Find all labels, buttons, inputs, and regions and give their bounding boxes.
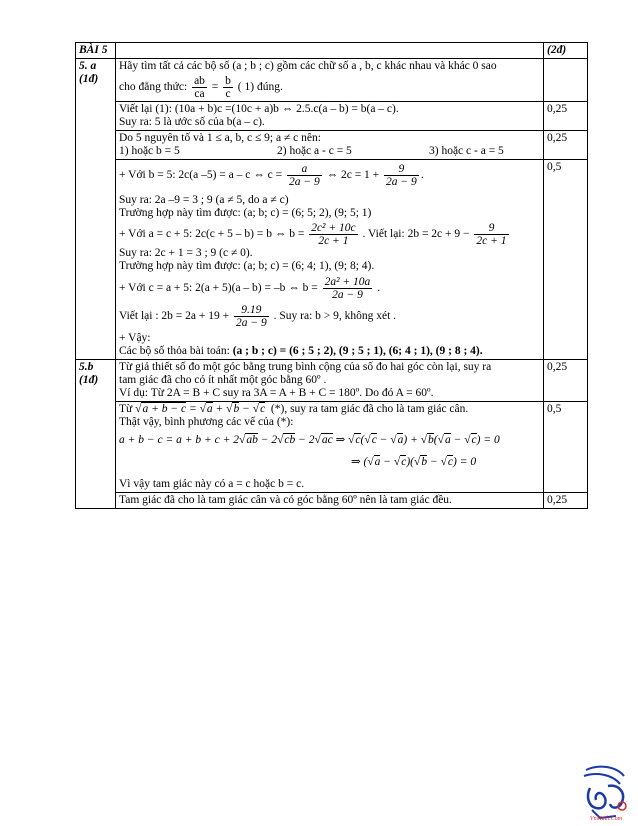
- part-a-label: 5. a (1đ): [76, 59, 116, 360]
- score: 0,25: [544, 493, 588, 509]
- part-b-row-2: Từ √a + b − c = √a + √b − √c (*), suy ra tam giác đã cho là tam giác cân. Thật vậy, bình phương các vế của (*): a + b − c = a + b + c + 2√ab − 2√cb − 2√ac ⇒ √c(√c − √a) + √b(√a − √c) = 0 ⇒ (√a − √c)(√b − √c) = 0 Vì vậy tam giác này có a = c hoặc b = c. 0,5: [76, 402, 588, 493]
- part-b-row-1: 5.b (1đ) Từ giả thiết số đo một góc bằng trung bình cộng của số đo hai góc còn lại, suy ra tam giác đã cho có ít nhất một góc bằng 60º . Ví dụ: Từ 2A = B + C suy ra 3A = A + B + C = 180º. Do đó A = 60º. 0,25: [76, 360, 588, 402]
- part-a-row-2: Do 5 nguyên tố và 1 ≤ a, b, c ≤ 9; a ≠ c nên: 1) hoặc b = 5 2) hoặc a - c = 5 3) hoặc c - a = 5 0,25: [76, 131, 588, 160]
- fraction-b-c: $\frac{b}{c}$: [225, 75, 231, 100]
- vnmath-logo: [578, 762, 634, 822]
- svg-text:VnMath.Com: VnMath.Com: [589, 816, 623, 822]
- score: 0,5: [544, 160, 588, 360]
- part-a-problem-row: 5. a (1đ) Hãy tìm tất cả các bộ số (a ; b ; c) gồm các chữ số a , b, c khác nhau và khác 0 sao cho đẳng thức: $\frac{ab}{ca}$ = $\frac{b}{c}$ ( 1) đúng.: [76, 59, 588, 102]
- score: 0,5: [544, 402, 588, 493]
- fraction-ab-ca: $\frac{ab}{ca}$: [194, 75, 205, 100]
- part-a-row-3: + Với b = 5: 2c(a –5) = a – c ⇔ c = $\frac{a}{2a - 9}$ ⇔ 2c = 1 + $\frac{9}{2a - 9}$ . Suy ra: 2a –9 = 3 ; 9 (a ≠ 5, do a ≠ c) Trường hợp này tìm được: (a; b; c) = (6; 5; 2), (9; 5; 1) + Với a = c + 5: 2c(c + 5 – b) = b ⇔ b = $\frac{\text{2c² + 10c}}{2c + 1}$ . Viết lại: 2b = 2c + 9 − $\frac{9}{2c + 1}$ Suy ra: 2c + 1 = 3 ; 9 (c ≠ 0). Trường hợp này tìm được: (a; b; c) = (6; 4; 1), (9; 8; 4). + Với c = a + 5: 2(a + 5)(a – b) = –b ⇔ b = $\frac{\text{2a² + 10a}}{2a - 9}$ . Viết lại : 2b = 2a + 19 + $\frac{9.19}{2a - 9}$ . Suy ra: b > 9, không xét . + Vậy: Các bộ số thỏa bài toán: (a ; b ; c) = (6 ; 5 ; 2), (9 ; 5 ; 1), (6; 4 ; 1), (9 ; 8 ; 4). 0,5: [76, 160, 588, 360]
- header-points: (2đ): [544, 43, 588, 59]
- equation-line-2: ⇒ (√a − √c)(√b − √c) = 0: [351, 456, 477, 468]
- part-a-row-1: Viết lại (1): (10a + b)c =(10c + a)b ⇔ 2.5.c(a – b) = b(a – c). Suy ra: 5 là ước số của b(a – c). 0,25: [76, 102, 588, 131]
- solution-table: [75, 42, 588, 509]
- part-b-label: 5.b (1đ): [76, 360, 116, 509]
- score: 0,25: [544, 102, 588, 131]
- score: 0,25: [544, 360, 588, 402]
- header-row: [76, 43, 588, 59]
- part-b-row-3: Tam giác đã cho là tam giác cân và có góc bằng 60º nên là tam giác đều. 0,25: [76, 493, 588, 509]
- score: 0,25: [544, 131, 588, 160]
- header-title: BÀI 5: [76, 43, 116, 59]
- equation-line-1: a + b − c = a + b + c + 2√ab − 2√cb − 2√ac ⇒ √c(√c − √a) + √b(√a − √c) = 0: [119, 434, 500, 446]
